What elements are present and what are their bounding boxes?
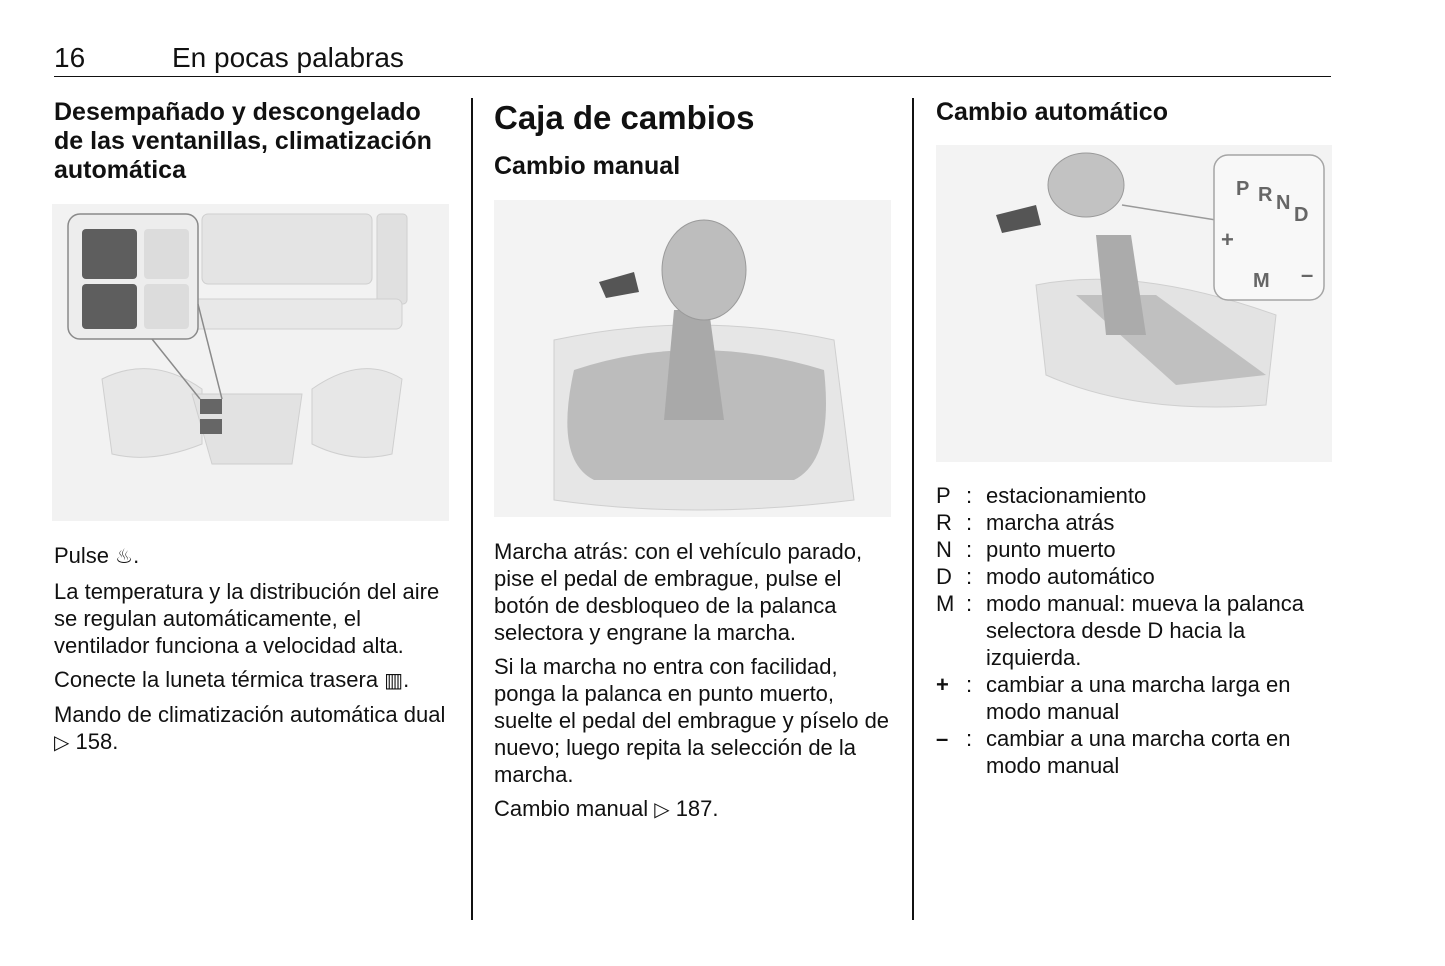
gear-legend [936,482,1336,779]
paragraph: Si la marcha no entra con facilidad, ponga la palanca en punto muerto, suelte el pedal del embrague y píselo de nuevo; luego repita la selección de la marcha. [494,654,890,787]
column-manual-gearbox [494,98,892,181]
legend-row: P : estacionamiento [936,483,1147,508]
legend-row: M : modo manual: mueva la palanca selectora desde D hacia la izquierda. [936,591,1304,670]
paragraph: Mando de climatización automática dual ▷ 158. [54,702,446,754]
legend-row: N : punto muerto [936,537,1116,562]
inset-letter-r: R [1258,184,1273,206]
section-subtitle: Cambio automático [936,98,1168,126]
legend-row: D : modo automático [936,564,1155,589]
inset-letter-n: N [1276,192,1291,214]
page-reference-arrow-icon: ▷ [654,797,670,821]
paragraph: La temperatura y la distribución del aire se regulan automáticamente, el ventilador funciona a velocidad alta. [54,579,440,658]
inset-letter-plus: + [1221,227,1234,252]
legend-row: – : cambiar a una marcha corta en modo manual [936,726,1291,778]
inset-letter-m: M [1253,270,1270,292]
manual-shifter-illustration [494,200,891,517]
page-reference-arrow-icon: ▷ [54,730,70,754]
paragraph: Pulse ♨. [54,543,140,568]
automatic-shifter-illustration [936,145,1332,462]
inset-letter-d: D [1294,204,1309,226]
page-header [54,40,1331,77]
column-automatic [936,98,1332,127]
section-subtitle: Cambio manual [494,152,681,180]
page-number: 16 [54,42,86,73]
page-title: En pocas palabras [172,42,404,73]
paragraph: Cambio manual ▷ 187. [494,796,719,821]
legend-row: R : marcha atrás [936,510,1115,535]
rear-defrost-icon: ▥ [384,668,404,692]
front-defrost-icon: ♨ [115,544,134,568]
paragraph: Marcha atrás: con el vehículo parado, pise el pedal de embrague, pulse el botón de desbloqueo de la palanca selectora y engrane la marcha. [494,539,863,645]
paragraph: Conecte la luneta térmica trasera ▥. [54,667,410,692]
column-divider [471,98,473,920]
inset-letter-p: P [1236,178,1250,200]
legend-row: + : cambiar a una marcha larga en modo manual [936,672,1291,724]
column-climate [54,98,450,185]
section-heading: Desempañado y descongelado de las ventanillas, climatización automática [54,98,432,184]
section-title: Caja de cambios [494,99,755,136]
column-divider [912,98,914,920]
inset-letter-minus: – [1301,262,1314,287]
climate-panel-illustration [52,204,449,521]
